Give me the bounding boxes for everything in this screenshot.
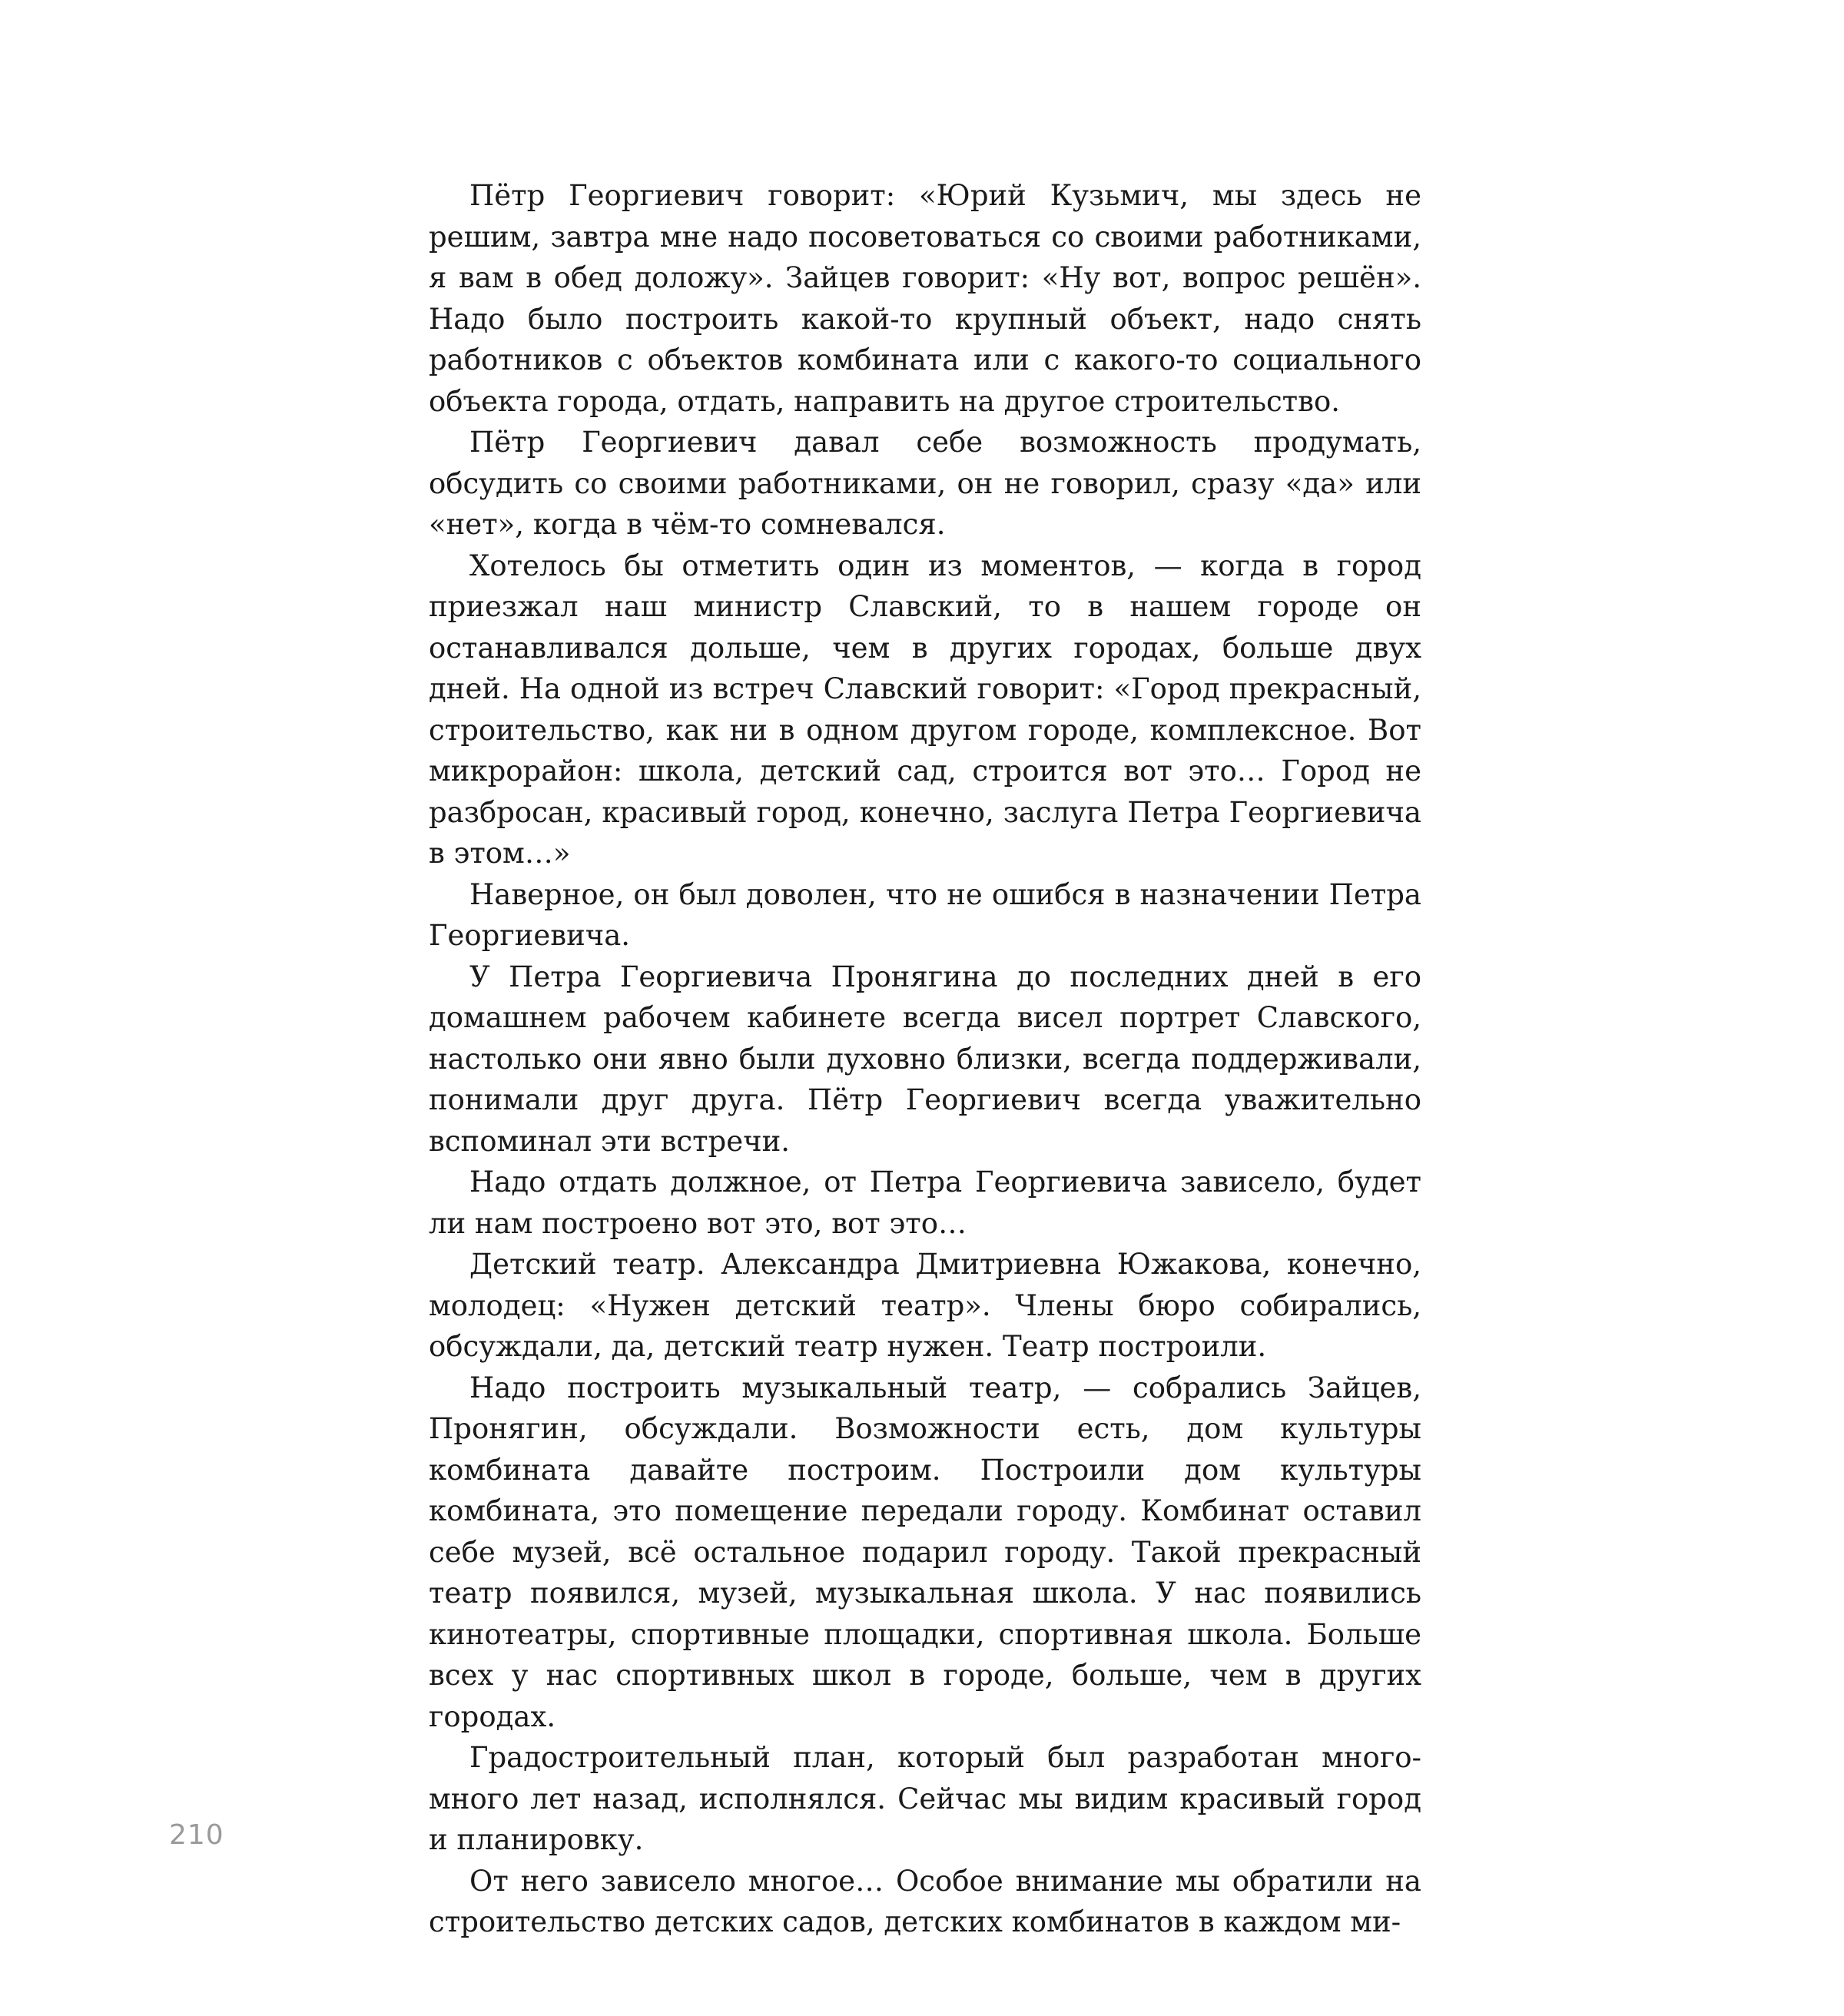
- paragraph-5: У Петра Георгиевича Пронягина до последних дней в его домашнем рабочем кабинете всегда висел портрет Славского, настолько они явно были духовно близки, всегда поддерживали, понимали друг друга. Пётр Георгиевич всегда уважительно вспоминал эти встречи.: [429, 960, 1421, 1158]
- paragraph-1: Пётр Георгиевич говорит: «Юрий Кузьмич, мы здесь не решим, завтра мне надо посоветоваться со своими работниками, я вам в обед доложу». Зайцев говорит: «Ну вот, вопрос решён». Надо было построить какой-то крупный объект, надо снять работников с объектов комбината или с какого-то социального объекта города, отдать, направить на другое строительство.: [429, 179, 1421, 418]
- paragraph-3: Хотелось бы отметить один из моментов, — когда в город приезжал наш министр Славский, то в нашем городе он останавливался дольше, чем в других городах, больше двух дней. На одной из встреч Славский говорит: «Город прекрасный, строительство, как ни в одном другом городе, комплексное. Вот микрорайон: школа, детский сад, строится вот это… Город не разбросан, красивый город, конечно, заслуга Петра Георгиевича в этом…»: [429, 549, 1421, 870]
- paragraph-4: Наверное, он был доволен, что не ошибся в назначении Петра Георгиевича.: [429, 877, 1421, 952]
- page-number: 210: [169, 1819, 224, 1851]
- paragraph-10: От него зависело многое… Особое внимание мы обратили на строительство детских садов, детских комбинатов в каждом ми-: [429, 1864, 1421, 1938]
- body-text: [429, 175, 1421, 1943]
- paragraph-2: Пётр Георгиевич давал себе возможность продумать, обсудить со своими работниками, он не говорил, сразу «да» или «нет», когда в чём-то сомневался.: [429, 426, 1421, 541]
- paragraph-9: Градостроительный план, который был разработан много-много лет назад, исполнялся. Сейчас мы видим красивый город и планировку.: [429, 1741, 1421, 1856]
- paragraph-6: Надо отдать должное, от Петра Георгиевича зависело, будет ли нам построено вот это, вот это…: [429, 1166, 1421, 1240]
- paragraph-8: Надо построить музыкальный театр, — собрались Зайцев, Пронягин, обсуждали. Возможности есть, дом культуры комбината давайте построим. Построили дом культуры комбината, это помещение передали городу. Комбинат оставил себе музей, всё остальное подарил городу. Такой прекрасный театр появился, музей, музыкальная школа. У нас появились кинотеатры, спортивные площадки, спортивная школа. Больше всех у нас спортивных школ в городе, больше, чем в других городах.: [429, 1371, 1421, 1733]
- paragraph-7: Детский театр. Александра Дмитриевна Южакова, конечно, молодец: «Нужен детский театр». Члены бюро собирались, обсуждали, да, детский театр нужен. Театр построили.: [429, 1248, 1421, 1363]
